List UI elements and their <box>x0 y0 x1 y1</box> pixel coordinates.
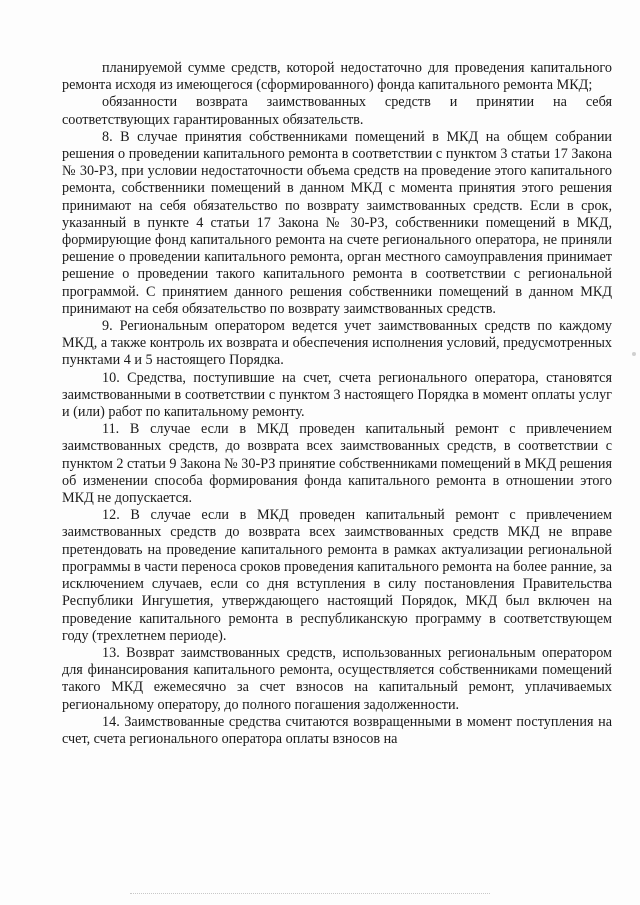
document-body <box>62 60 612 748</box>
paragraph-13: 13. Возврат заимствованных средств, использованных региональным оператором для финансирования капитального ремонта, осуществляется собственниками помещений такого МКД ежемесячно за счет взносов на капитальный ремонт, уплачиваемых региональному оператору, до полного погашения задолженности. <box>62 644 612 713</box>
scan-artifact-dot <box>632 352 636 356</box>
paragraph-14: 14. Заимствованные средства считаются возвращенными в момент поступления на счет, счета регионального оператора оплаты взносов на <box>62 713 612 747</box>
paragraph-8: 8. В случае принятия собственниками помещений в МКД на общем собрании решения о проведении капитального ремонта в соответствии с пунктом 3 статьи 17 Закона № 30-РЗ, при условии недостаточности объема средств на проведение этого капитального ремонта, собственники помещений в данном МКД с момента принятия этого решения принимают на себя обязательство по возврату заимствованных средств. Если в срок, указанный в пункте 4 статьи 17 Закона № 30-РЗ, собственники помещений в МКД, формирующие фонд капитального ремонта на счете регионального оператора, не приняли решение о проведении капитального ремонта, орган местного самоуправления принимает решение о проведении такого капитального ремонта в соответствии с региональной программой. С принятием данного решения собственники помещений в данном МКД принимают на себя обязательство по возврату заимствованных средств. <box>62 128 612 317</box>
paragraph-11: 11. В случае если в МКД проведен капитальный ремонт с привлечением заимствованных средств, до возврата всех заимствованных средств, в соответствии с пунктом 2 статьи 9 Закона № 30-РЗ принятие собственниками помещений в МКД решения об изменении способа формирования фонда капитального ремонта в отношении этого МКД не допускается. <box>62 421 612 507</box>
paragraph-continuation-1: планируемой сумме средств, которой недостаточно для проведения капитального ремонта исходя из имеющегося (сформированного) фонда капитального ремонта МКД; <box>62 60 612 94</box>
paragraph-10: 10. Средства, поступившие на счет, счета регионального оператора, становятся заимствованными в соответствии с пунктом 3 настоящего Порядка в момент оплаты услуг и (или) работ по капитальному ремонту. <box>62 369 612 421</box>
paragraph-continuation-2: обязанности возврата заимствованных средств и принятии на себя соответствующих гарантированных обязательств. <box>62 94 612 128</box>
paragraph-9: 9. Региональным оператором ведется учет заимствованных средств по каждому МКД, а также контроль их возврата и обеспечения исполнения условий, предусмотренных пунктами 4 и 5 настоящего Порядка. <box>62 318 612 369</box>
paragraph-12: 12. В случае если в МКД проведен капитальный ремонт с привлечением заимствованных средств до возврата всех заимствованных средств МКД не вправе претендовать на проведение капитального ремонта в рамках актуализации региональной программы в части переноса сроков проведения капитального ремонта на более ранние, за исключением случаев, если со дня вступления в силу постановления Правительства Республики Ингушетия, утверждающего настоящий Порядок, МКД был включен на проведение капитального ремонта в республиканскую программу в соответствующем году (трехлетнем периоде). <box>62 507 612 644</box>
scan-artifact-line <box>130 893 490 894</box>
